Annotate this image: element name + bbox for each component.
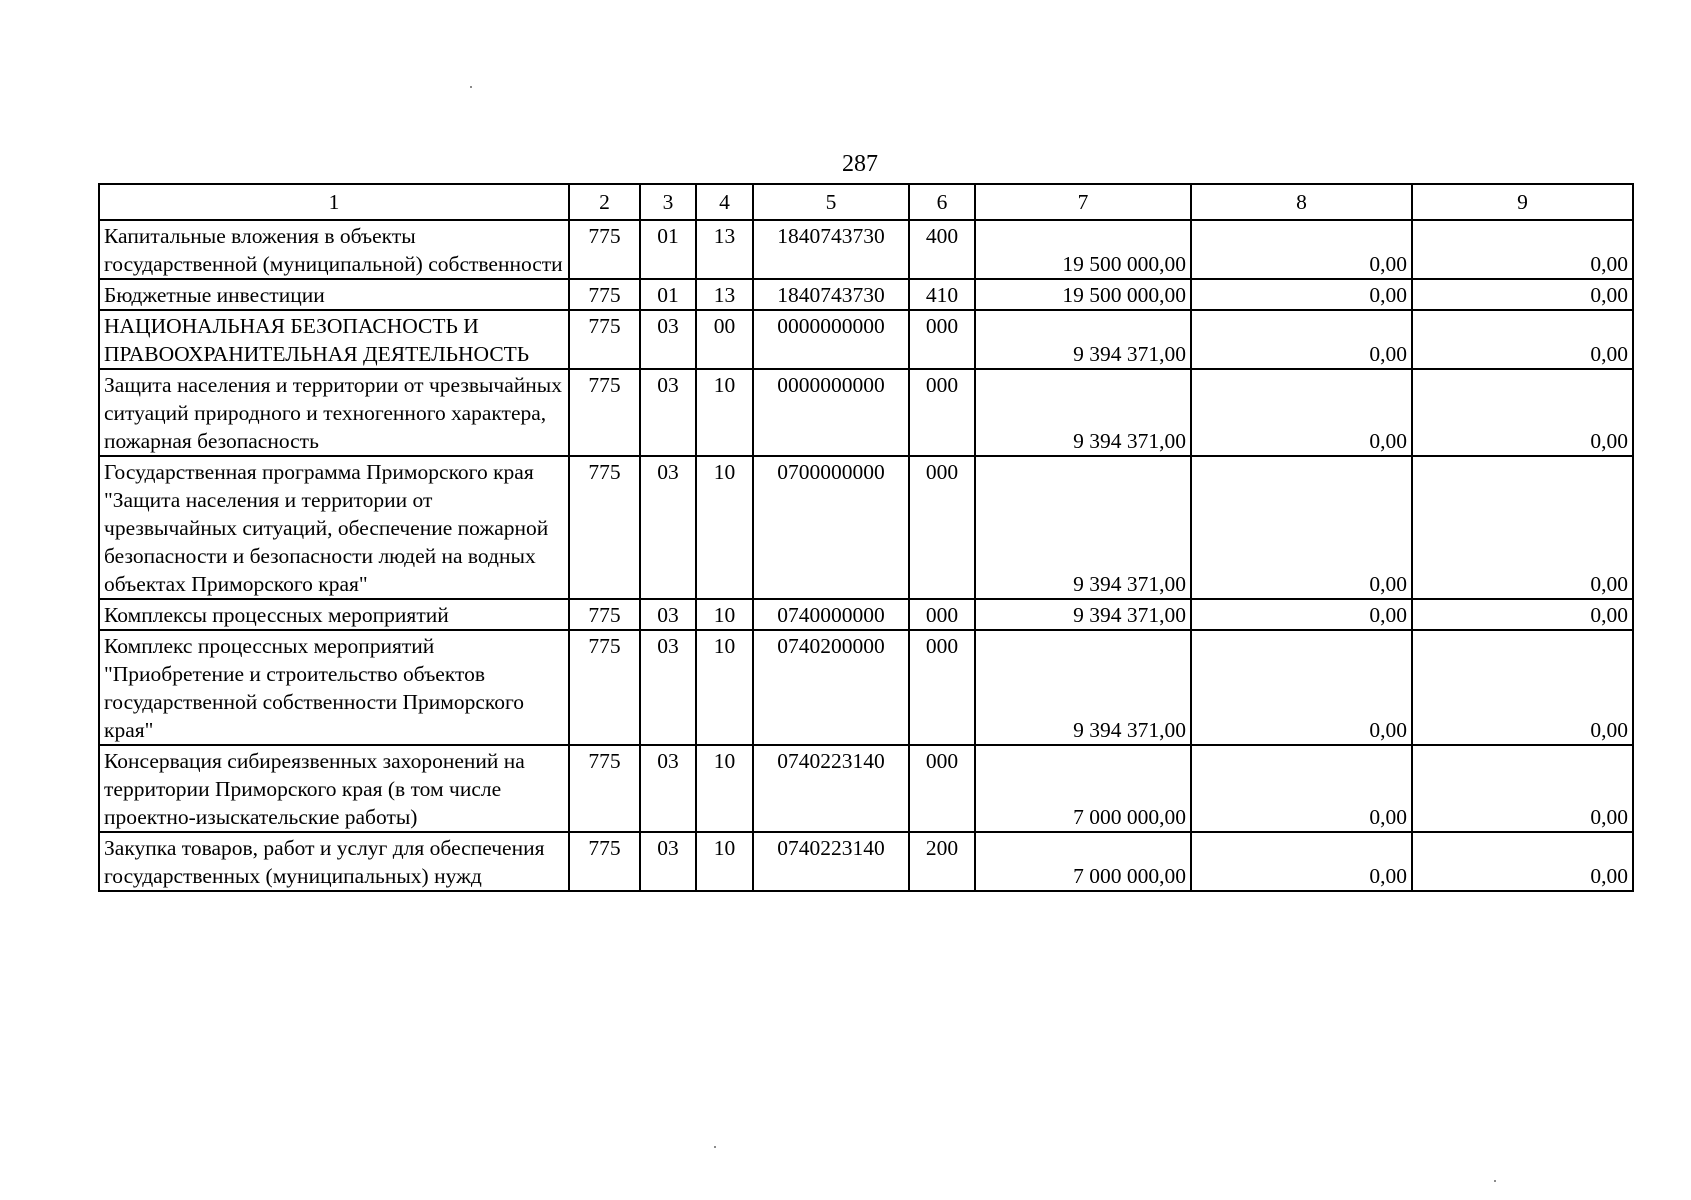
row-code-5-cell: 0000000000	[753, 369, 909, 456]
row-amount-9-cell: 0,00	[1412, 220, 1633, 279]
row-code-4-cell: 10	[696, 745, 753, 832]
scan-speck	[1494, 1180, 1496, 1182]
row-code-5-cell: 0740200000	[753, 630, 909, 745]
row-code-2-cell: 775	[569, 369, 640, 456]
table-row	[99, 456, 1633, 599]
row-amount-7-cell: 19 500 000,00	[975, 220, 1191, 279]
table-row	[99, 369, 1633, 456]
header-row	[99, 184, 1633, 220]
row-code-5-cell: 0700000000	[753, 456, 909, 599]
row-code-2-cell: 775	[569, 832, 640, 891]
header-cell-6: 6	[909, 184, 975, 220]
row-code-2-cell: 775	[569, 220, 640, 279]
header-cell-7: 7	[975, 184, 1191, 220]
row-amount-7-cell: 19 500 000,00	[975, 279, 1191, 310]
row-code-6-cell: 400	[909, 220, 975, 279]
row-amount-7-cell: 9 394 371,00	[975, 630, 1191, 745]
row-name-cell: Бюджетные инвестиции	[99, 279, 569, 310]
row-code-3-cell: 03	[640, 599, 696, 630]
row-code-3-cell: 03	[640, 369, 696, 456]
row-code-6-cell: 000	[909, 456, 975, 599]
header-cell-9: 9	[1412, 184, 1633, 220]
row-amount-9-cell: 0,00	[1412, 456, 1633, 599]
row-code-3-cell: 03	[640, 310, 696, 369]
row-code-4-cell: 10	[696, 630, 753, 745]
row-amount-7-cell: 9 394 371,00	[975, 456, 1191, 599]
header-cell-4: 4	[696, 184, 753, 220]
row-amount-7-cell: 7 000 000,00	[975, 745, 1191, 832]
page-number: 287	[842, 151, 878, 177]
row-code-3-cell: 03	[640, 456, 696, 599]
row-code-2-cell: 775	[569, 279, 640, 310]
header-cell-5: 5	[753, 184, 909, 220]
row-amount-9-cell: 0,00	[1412, 832, 1633, 891]
row-code-2-cell: 775	[569, 456, 640, 599]
row-code-6-cell: 000	[909, 599, 975, 630]
row-name-cell: Государственная программа Приморского края "Защита населения и территории от чрезвычайных ситуаций, обеспечение пожарной безопасности и безопасности людей на водных объектах Приморского края"	[99, 456, 569, 599]
row-amount-8-cell: 0,00	[1191, 745, 1412, 832]
row-code-5-cell: 1840743730	[753, 279, 909, 310]
row-name-cell: Комплексы процессных мероприятий	[99, 599, 569, 630]
row-amount-7-cell: 9 394 371,00	[975, 369, 1191, 456]
row-amount-9-cell: 0,00	[1412, 745, 1633, 832]
scan-speck	[714, 1146, 716, 1148]
table-row	[99, 599, 1633, 630]
row-amount-9-cell: 0,00	[1412, 310, 1633, 369]
row-code-5-cell: 1840743730	[753, 220, 909, 279]
row-name-cell: Капитальные вложения в объекты государственной (муниципальной) собственности	[99, 220, 569, 279]
row-amount-9-cell: 0,00	[1412, 630, 1633, 745]
table-row	[99, 630, 1633, 745]
row-code-2-cell: 775	[569, 745, 640, 832]
row-code-2-cell: 775	[569, 630, 640, 745]
row-amount-8-cell: 0,00	[1191, 310, 1412, 369]
row-name-cell: НАЦИОНАЛЬНАЯ БЕЗОПАСНОСТЬ И ПРАВООХРАНИТЕЛЬНАЯ ДЕЯТЕЛЬНОСТЬ	[99, 310, 569, 369]
row-name-cell: Закупка товаров, работ и услуг для обеспечения государственных (муниципальных) нужд	[99, 832, 569, 891]
row-code-6-cell: 000	[909, 745, 975, 832]
row-amount-8-cell: 0,00	[1191, 832, 1412, 891]
budget-table	[98, 183, 1634, 892]
row-code-3-cell: 03	[640, 630, 696, 745]
row-amount-7-cell: 9 394 371,00	[975, 310, 1191, 369]
row-amount-7-cell: 9 394 371,00	[975, 599, 1191, 630]
row-code-4-cell: 10	[696, 599, 753, 630]
row-code-3-cell: 01	[640, 279, 696, 310]
row-name-cell: Комплекс процессных мероприятий "Приобретение и строительство объектов государственной собственности Приморского края"	[99, 630, 569, 745]
header-cell-3: 3	[640, 184, 696, 220]
row-code-2-cell: 775	[569, 599, 640, 630]
row-code-3-cell: 01	[640, 220, 696, 279]
row-amount-8-cell: 0,00	[1191, 456, 1412, 599]
header-cell-2: 2	[569, 184, 640, 220]
row-code-6-cell: 000	[909, 310, 975, 369]
row-code-2-cell: 775	[569, 310, 640, 369]
row-name-cell: Защита населения и территории от чрезвычайных ситуаций природного и техногенного характера, пожарная безопасность	[99, 369, 569, 456]
table-body	[99, 184, 1633, 891]
row-code-6-cell: 000	[909, 630, 975, 745]
scan-speck	[470, 86, 472, 88]
header-cell-1: 1	[99, 184, 569, 220]
row-code-4-cell: 00	[696, 310, 753, 369]
table-row	[99, 745, 1633, 832]
row-amount-8-cell: 0,00	[1191, 630, 1412, 745]
row-amount-8-cell: 0,00	[1191, 279, 1412, 310]
row-code-4-cell: 13	[696, 220, 753, 279]
row-code-6-cell: 000	[909, 369, 975, 456]
row-code-4-cell: 10	[696, 456, 753, 599]
row-amount-8-cell: 0,00	[1191, 220, 1412, 279]
row-code-4-cell: 10	[696, 369, 753, 456]
table-row	[99, 220, 1633, 279]
row-code-5-cell: 0000000000	[753, 310, 909, 369]
row-code-5-cell: 0740000000	[753, 599, 909, 630]
table-row	[99, 279, 1633, 310]
row-amount-9-cell: 0,00	[1412, 599, 1633, 630]
row-code-4-cell: 13	[696, 279, 753, 310]
row-amount-7-cell: 7 000 000,00	[975, 832, 1191, 891]
row-code-6-cell: 200	[909, 832, 975, 891]
row-code-4-cell: 10	[696, 832, 753, 891]
row-amount-8-cell: 0,00	[1191, 369, 1412, 456]
header-cell-8: 8	[1191, 184, 1412, 220]
row-code-3-cell: 03	[640, 745, 696, 832]
row-code-3-cell: 03	[640, 832, 696, 891]
table-row	[99, 310, 1633, 369]
row-code-5-cell: 0740223140	[753, 832, 909, 891]
table-row	[99, 832, 1633, 891]
row-code-6-cell: 410	[909, 279, 975, 310]
row-name-cell: Консервация сибиреязвенных захоронений на территории Приморского края (в том числе проектно-изыскательские работы)	[99, 745, 569, 832]
row-amount-9-cell: 0,00	[1412, 369, 1633, 456]
row-code-5-cell: 0740223140	[753, 745, 909, 832]
row-amount-8-cell: 0,00	[1191, 599, 1412, 630]
row-amount-9-cell: 0,00	[1412, 279, 1633, 310]
